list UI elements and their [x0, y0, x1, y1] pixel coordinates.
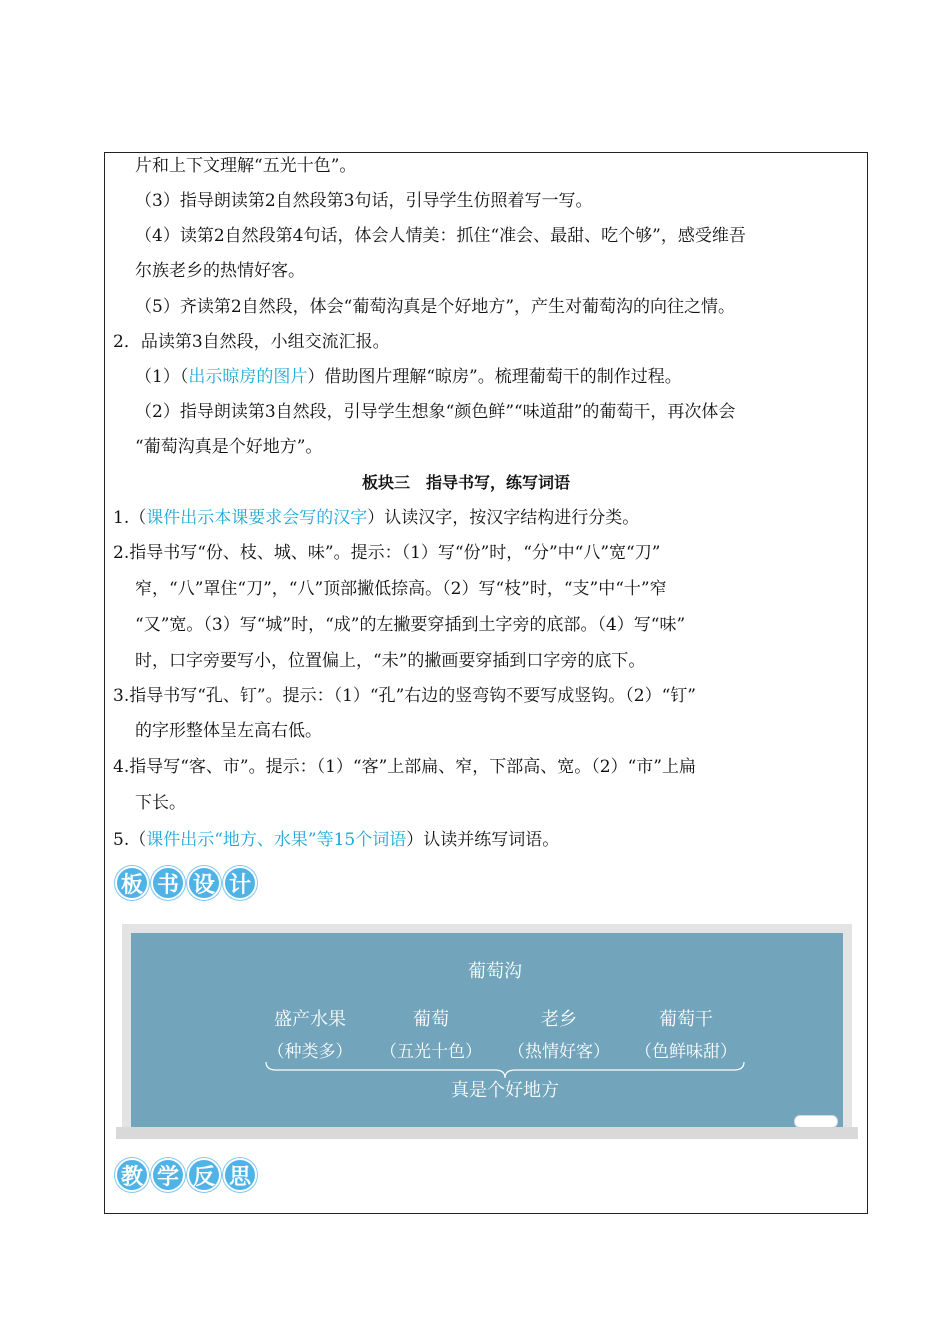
text-segment: （2）指导朗读第3自然段，引导学生想象“颜色鲜”“味道甜”的葡萄干，再次体会 — [135, 402, 736, 422]
badge-char: 书 — [151, 866, 185, 900]
badge-char: 教 — [115, 1158, 149, 1192]
text-line — [113, 542, 660, 564]
text-segment: 板块三 指导书写，练写词语 — [362, 473, 571, 492]
text-line — [135, 650, 645, 672]
text-segment: “葡萄沟真是个好地方”。 — [135, 437, 323, 457]
courseware-note: 课件出示本课要求会写的汉字 — [146, 508, 368, 528]
text-segment: （3）指导朗读第2自然段第3句话，引导学生仿照着写一写。 — [135, 191, 593, 211]
blackboard-title: 葡萄沟 — [468, 961, 522, 982]
text-line — [113, 829, 559, 851]
badge-char: 学 — [151, 1158, 185, 1192]
badge-char: 反 — [187, 1158, 221, 1192]
text-line — [135, 366, 682, 388]
board-col-3-sub: （热情好客） — [508, 1042, 610, 1062]
text-segment: ）认读并练写词语。 — [406, 830, 560, 850]
text-line — [113, 685, 696, 707]
text-line — [135, 225, 746, 247]
text-segment: ）借助图片理解“晾房”。梳理葡萄干的制作过程。 — [307, 367, 682, 387]
text-segment: 时，口字旁要写小，位置偏上，“未”的撇画要穿插到口字旁的底下。 — [135, 651, 646, 671]
text-line — [135, 720, 322, 742]
text-segment: （5）齐读第2自然段，体会“葡萄沟真是个好地方”，产生对葡萄沟的向往之情。 — [135, 297, 736, 317]
text-segment: 片和上下文理解“五光十色”。 — [135, 156, 357, 176]
text-segment: “又”宽。（3）写“城”时，“成”的左撇要穿插到土字旁的底部。（4）写“味” — [135, 615, 686, 635]
text-line — [135, 190, 592, 212]
board-col-1-sub: （种类多） — [267, 1042, 353, 1062]
text-segment: 下长。 — [135, 793, 186, 813]
text-segment: 4.指导写“客、市”。提示：（1）“客”上部扁、窄，下部高、宽。（2）“市”上扁 — [113, 757, 696, 777]
badge-char: 思 — [223, 1158, 257, 1192]
text-segment: 2.指导书写“份、枝、城、味”。提示：（1）写“份”时，“分”中“八”宽“刀” — [113, 543, 661, 563]
text-line — [135, 155, 356, 177]
teaching-reflection-badge — [115, 1158, 257, 1192]
board-col-2-sub: （五光十色） — [380, 1042, 482, 1062]
text-segment: 的字形整体呈左高右低。 — [135, 721, 322, 741]
courseware-note: 课件出示“地方、水果”等15个词语 — [146, 830, 407, 850]
text-line — [135, 614, 685, 636]
section-heading — [362, 472, 570, 494]
badge-char: 计 — [223, 866, 257, 900]
chalk-icon — [794, 1115, 838, 1128]
board-col-2-top: 葡萄 — [413, 1009, 449, 1030]
text-line — [135, 260, 305, 282]
text-line — [135, 296, 735, 318]
text-line — [113, 331, 390, 353]
board-design-badge — [115, 866, 257, 900]
text-segment: （1）（ — [135, 367, 189, 387]
text-segment: 5.（ — [113, 830, 147, 850]
badge-char: 设 — [187, 866, 221, 900]
text-line — [135, 401, 735, 423]
blackboard-ledge — [116, 1127, 858, 1139]
text-line — [135, 436, 322, 458]
text-segment: 3.指导书写“孔、钉”。提示：（1）“孔”右边的竖弯钩不要写成竖钩。（2）“钉” — [113, 686, 696, 706]
text-line — [135, 792, 186, 814]
text-segment: 尔族老乡的热情好客。 — [135, 261, 305, 281]
board-col-4-sub: （色鲜味甜） — [635, 1042, 737, 1062]
text-segment: （4）读第2自然段第4句话，体会人情美：抓住“准会、最甜、吃个够”，感受维吾 — [135, 226, 746, 246]
courseware-note: 出示晾房的图片 — [188, 367, 308, 387]
text-segment: ）认读汉字，按汉字结构进行分类。 — [367, 508, 640, 528]
board-col-1-top: 盛产水果 — [274, 1009, 346, 1030]
text-segment: 窄，“八”罩住“刀”，“八”顶部撇低捺高。（2）写“枝”时，“支”中“十”窄 — [135, 579, 667, 599]
text-line — [113, 756, 696, 778]
text-line — [113, 507, 639, 529]
text-segment: 1.（ — [113, 508, 147, 528]
board-col-3-top: 老乡 — [541, 1009, 577, 1030]
badge-char: 板 — [115, 866, 149, 900]
text-segment: 2．品读第3自然段，小组交流汇报。 — [113, 332, 390, 352]
text-line — [135, 578, 667, 600]
board-col-4-top: 葡萄干 — [659, 1009, 713, 1030]
board-conclusion: 真是个好地方 — [451, 1080, 559, 1101]
